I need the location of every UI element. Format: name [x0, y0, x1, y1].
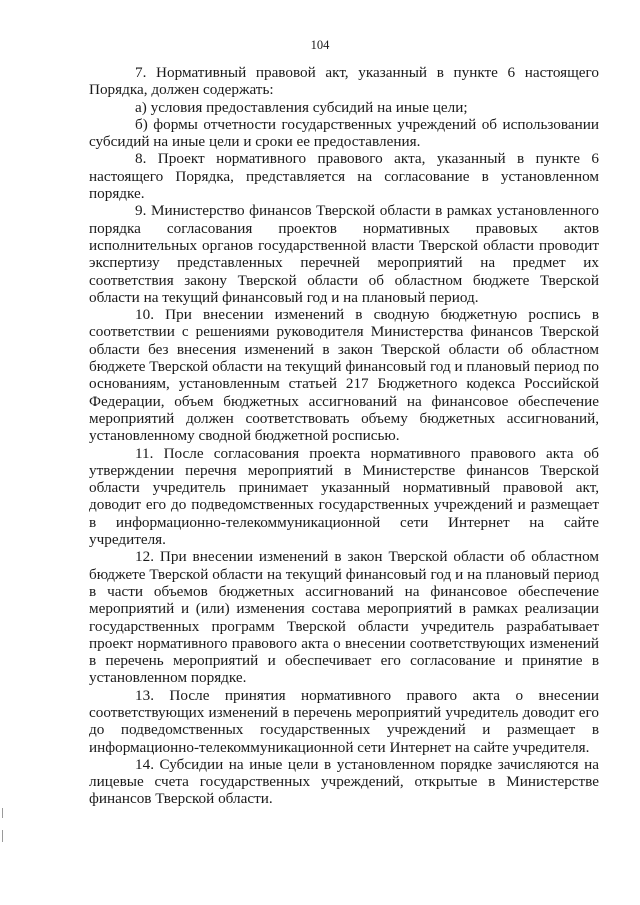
- subitem-a: а) условия предоставления субсидий на иные цели;: [135, 98, 468, 116]
- document-body: [89, 64, 599, 808]
- scan-margin-mark: [2, 808, 3, 818]
- paragraph-13: 13. После принятия нормативного правого акта о внесении соответствующих изменений в перечень мероприятий учредитель доводит его до подведомственных государственных учреждений и размещает в информационно-телекоммуникационной сети Интернет на сайте учредителя.: [89, 686, 599, 756]
- paragraph-7: 7. Нормативный правовой акт, указанный в пункте 6 настоящего Порядка, должен содержать:: [89, 64, 599, 99]
- subitem-b: б) формы отчетности государственных учреждений об использовании субсидий на иные цели и сроки ее предоставления.: [89, 115, 599, 151]
- paragraph-14: 14. Субсидии на иные цели в установленном порядке зачисляются на лицевые счета государственных учреждений, открытые в Министерстве финансов Тверской области.: [89, 755, 599, 808]
- scan-margin-mark: [2, 830, 3, 842]
- paragraph-12: 12. При внесении изменений в закон Тверской области об областном бюджете Тверской области на текущий финансовый год и на плановый период в части объемов бюджетных ассигнований на финансовое обеспечение мероприятий и (или) изменения состава мероприятий в рамках реализации государственных программ Тверской области учредитель разрабатывает проект нормативного правового акта о внесении соответствующих изменений в перечень мероприятий и обеспечивает его согласование и принятие в установленном порядке.: [89, 548, 599, 687]
- page-number: 104: [310, 38, 330, 52]
- paragraph-11: 11. После согласования проекта нормативного правового акта об утверждении перечня мероприятий в Министерстве финансов Тверской области учредитель принимает указанный нормативный правовой акт, доводит его до подведомственных государственных учреждений и размещает в информационно-телекоммуникационной сети Интернет на сайте учредителя.: [89, 444, 599, 549]
- paragraph-10: 10. При внесении изменений в сводную бюджетную роспись в соответствии с решениями руководителя Министерства финансов Тверской области без внесения изменений в закон Тверской области об областном бюджете Тверской области на текущий финансовый год и плановый период по основаниям, установленным статьей 217 Бюджетного кодекса Российской Федерации, объем бюджетных ассигнований на финансовое обеспечение мероприятий должен соответствовать объему бюджетных ассигнований, установленному сводной бюджетной росписью.: [89, 306, 599, 445]
- paragraph-9: 9. Министерство финансов Тверской области в рамках установленного порядка согласования проектов нормативных правовых актов исполнительных органов государственной власти Тверской области проводит экспертизу представленных перечней мероприятий на предмет их соответствия закону Тверской области об областном бюджете Тверской области на текущий финансовый год и на плановый период.: [89, 202, 599, 306]
- paragraph-8: 8. Проект нормативного правового акта, указанный в пункте 6 настоящего Порядка, представляется на согласование в установленном порядке.: [89, 150, 599, 203]
